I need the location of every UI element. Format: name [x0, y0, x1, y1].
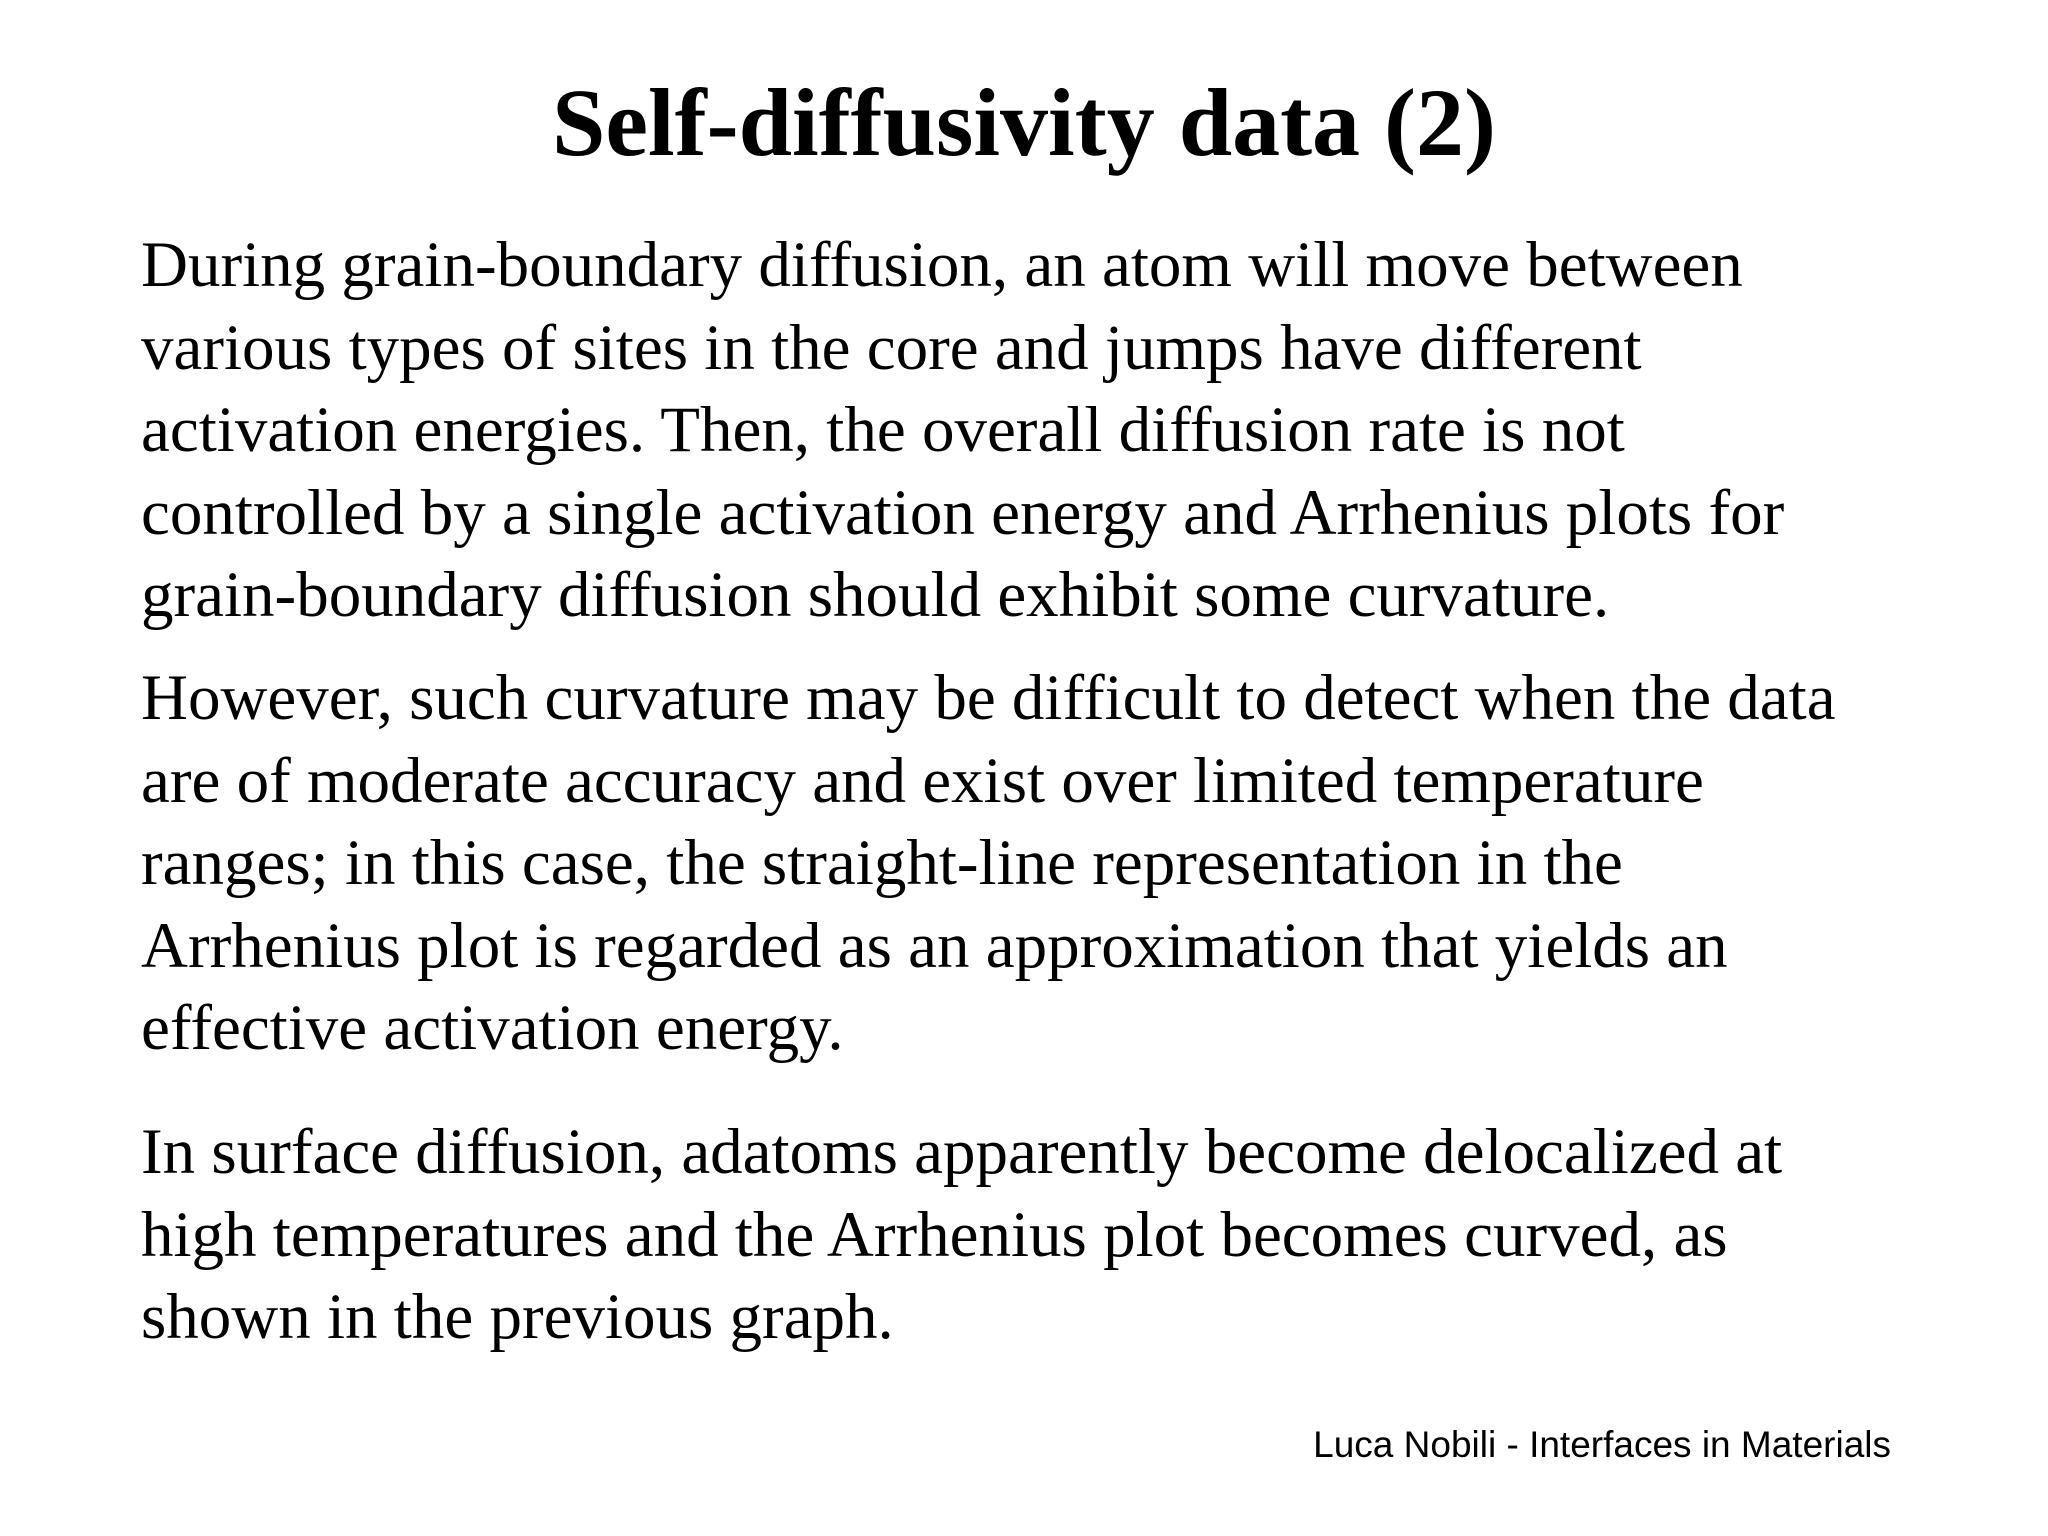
paragraph-line: ranges; in this case, the straight-line representation in the [141, 827, 1623, 899]
paragraph-line: In surface diffusion, adatoms apparently become delocalized at [141, 1116, 1783, 1188]
paragraph-line: However, such curvature may be difficult to detect when the data [141, 662, 1836, 734]
paragraph-line: grain-boundary diffusion should exhibit some curvature. [141, 559, 1610, 631]
paragraph-line: controlled by a single activation energy and Arrhenius plots for [141, 476, 1785, 549]
paragraph-surface-diffusion [141, 1111, 1981, 1359]
paragraph-line: shown in the previous graph. [141, 1281, 894, 1353]
paragraph-line: are of moderate accuracy and exist over limited temperature [141, 744, 1704, 817]
paragraph-line: high temperatures and the Arrhenius plot becomes curved, as [141, 1198, 1728, 1271]
paragraph-line: Arrhenius plot is regarded as an approximation that yields an [141, 909, 1728, 982]
paragraph-curvature-detection [141, 657, 1981, 1070]
paragraph-line: effective activation energy. [141, 992, 844, 1064]
slide-footer: Luca Nobili - Interfaces in Materials [1313, 1424, 1891, 1465]
paragraph-line: activation energies. Then, the overall diffusion rate is not [141, 394, 1625, 466]
paragraph-grain-boundary-diffusion [141, 224, 1981, 637]
slide-title: Self-diffusivity data (2) [552, 69, 1496, 176]
paragraph-line: various types of sites in the core and jumps have different [141, 311, 1642, 384]
paragraph-line: During grain-boundary diffusion, an atom will move between [141, 229, 1743, 301]
